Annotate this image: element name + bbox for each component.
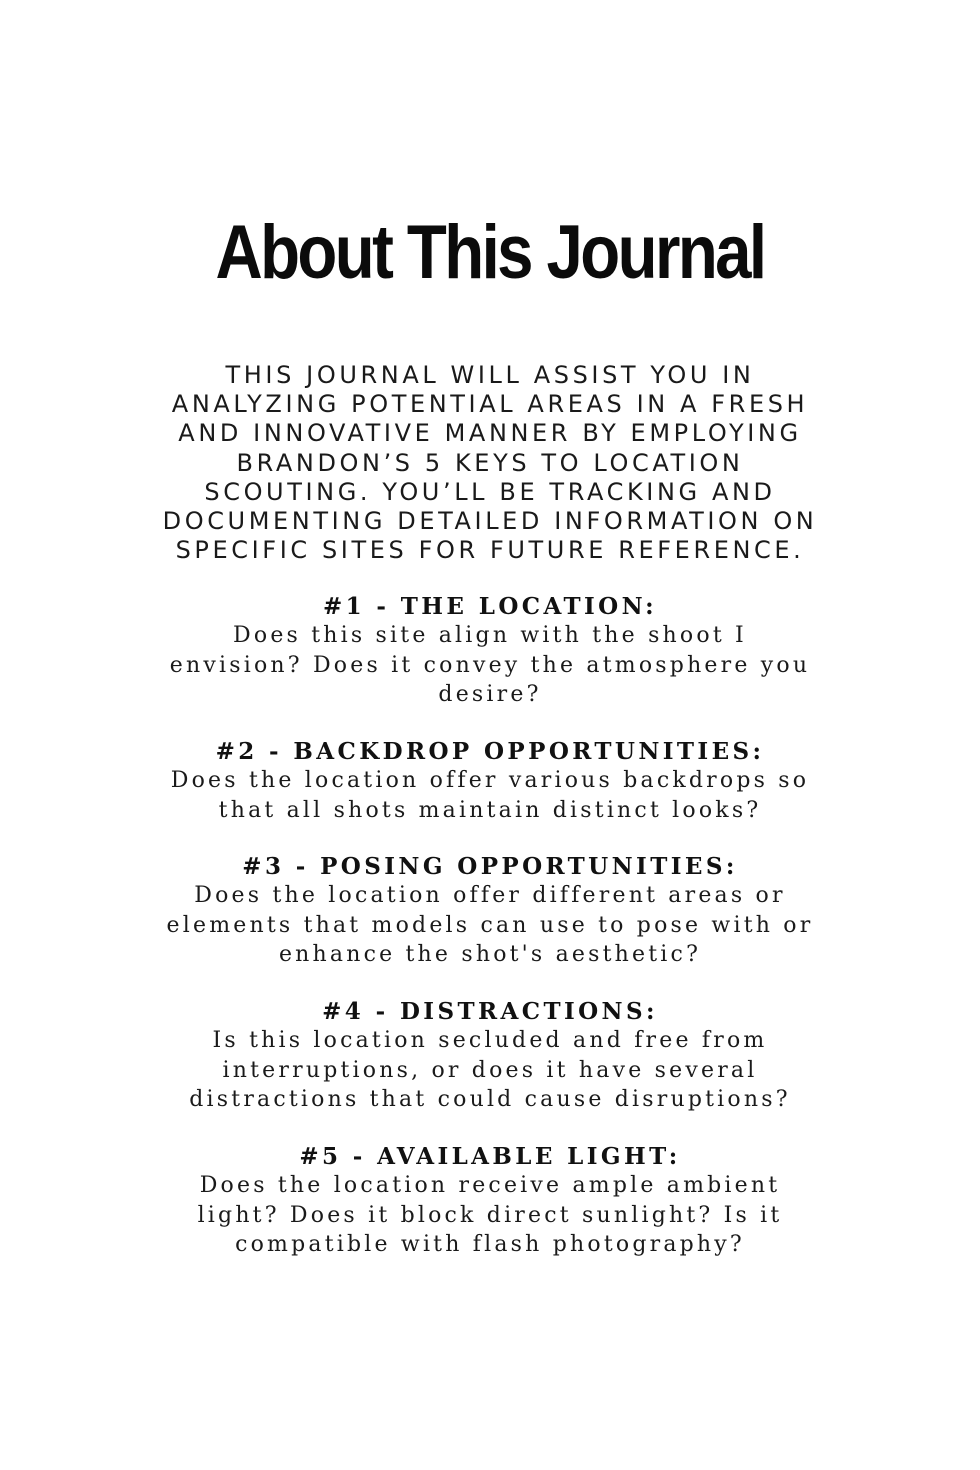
key-line: Is this location secluded and free from (212, 1028, 768, 1054)
intro-line: BRANDON’S 5 KEYS TO LOCATION (236, 448, 744, 477)
key-heading: #5 - AVAILABLE LIGHT: (299, 1143, 681, 1170)
key-heading: #4 - DISTRACTIONS: (322, 998, 658, 1025)
key-line: light? Does it block direct sunlight? Is it (197, 1202, 783, 1228)
intro-line: DOCUMENTING DETAILED INFORMATION ON (162, 507, 818, 536)
page-title: About This Journal (215, 210, 765, 295)
key-section-distractions (95, 997, 885, 1114)
key-description (95, 881, 885, 969)
intro-paragraph (95, 361, 885, 565)
intro-line: ANALYZING POTENTIAL AREAS IN A FRESH (171, 390, 809, 419)
intro-line: SPECIFIC SITES FOR FUTURE REFERENCE. (175, 536, 805, 565)
intro-line: AND INNOVATIVE MANNER BY EMPLOYING (178, 419, 802, 448)
key-line: Does the location receive ample ambient (199, 1173, 781, 1199)
key-line: Does this site align with the shoot I (233, 623, 747, 649)
key-heading: #2 - BACKDROP OPPORTUNITIES: (215, 738, 765, 765)
key-section-light (95, 1142, 885, 1259)
key-heading: #3 - POSING OPPORTUNITIES: (242, 853, 738, 880)
key-description (95, 621, 885, 709)
key-description (95, 1026, 885, 1114)
key-line: that all shots maintain distinct looks? (218, 797, 762, 823)
key-line: Does the location offer different areas or (194, 883, 786, 909)
key-line: desire? (438, 681, 542, 707)
key-description (95, 766, 885, 824)
key-line: compatible with flash photography? (235, 1231, 745, 1257)
key-section-backdrop (95, 737, 885, 825)
key-line: enhance the shot's aesthetic? (278, 941, 702, 967)
intro-line: THIS JOURNAL WILL ASSIST YOU IN (225, 361, 755, 389)
key-line: interruptions, or does it have several (222, 1057, 758, 1083)
key-description (95, 1171, 885, 1259)
intro-line: SCOUTING. YOU’LL BE TRACKING AND (204, 477, 776, 506)
key-line: Does the location offer various backdrops so (170, 768, 810, 794)
key-section-posing (95, 852, 885, 969)
key-line: elements that models can use to pose with or (166, 912, 814, 938)
key-heading: #1 - THE LOCATION: (322, 593, 658, 620)
key-line: envision? Does it convey the atmosphere you (169, 652, 811, 678)
key-section-location (95, 592, 885, 709)
key-line: distractions that could cause disruptions? (189, 1086, 791, 1112)
